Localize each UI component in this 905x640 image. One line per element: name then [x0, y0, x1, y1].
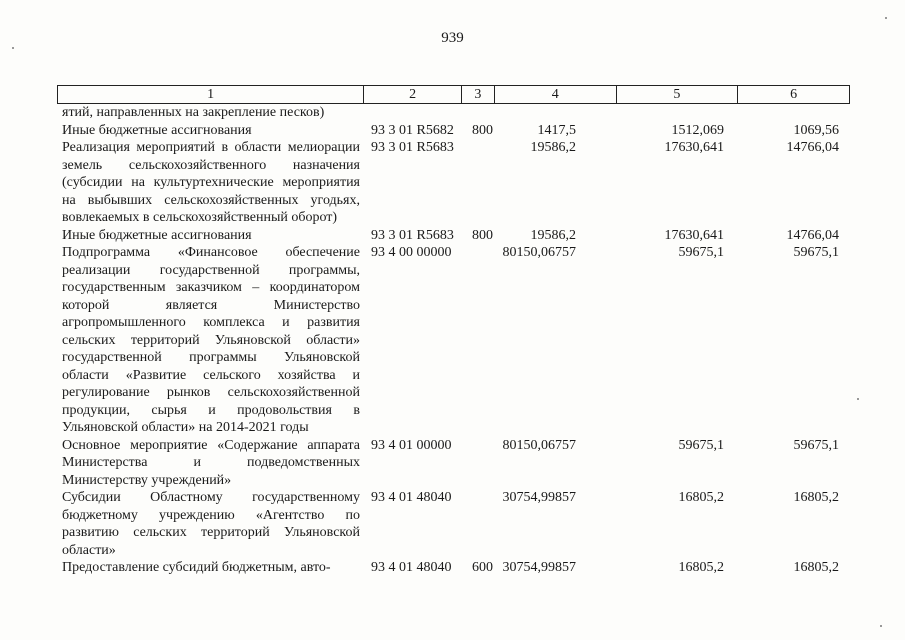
row-value-col6: 16805,2 — [793, 560, 839, 575]
row-expense-type: 800 — [472, 227, 493, 243]
row-value-col4: 1417,5 — [537, 122, 576, 138]
row-code: 93 3 01 R5683 — [371, 227, 454, 243]
row-code: 93 4 01 48040 — [371, 490, 452, 505]
row-name: Подпрограмма «Финансовое обеспечение реализации государственной программы, государственным заказчиком – координатором которой является Министерство агропромышленного комплекса и развития сельских территорий Ульяновской области» государственной программы Ульяновской области «Развитие сельского хозяйства и регулирование рынков сельскохозяйственной продукции, сырья и продовольствия в Ульяновской области» на 2014-2021 годы — [62, 245, 360, 435]
table-body — [62, 104, 852, 577]
row-value-col4: 80150,06757 — [502, 245, 576, 260]
row-code: 93 4 01 00000 — [371, 437, 452, 453]
row-name: Реализация мероприятий в области мелиорации земель сельскохозяйственного назначения (субсидии на культуртехнические мероприятия на выбывших сельскохозяйственных угодьях, вовлекаемых в сельскохозяйственный оборот) — [62, 140, 360, 225]
table-row — [62, 559, 852, 577]
table-row — [62, 227, 852, 245]
table-row — [62, 437, 852, 490]
row-value-col4: 19586,2 — [530, 140, 576, 155]
row-value-col5: 1512,069 — [671, 122, 724, 138]
row-value-col6: 16805,2 — [793, 490, 839, 505]
row-name: Иные бюджетные ассигнования — [62, 227, 252, 243]
row-name: Предоставление субсидий бюджетным, авто- — [62, 560, 331, 575]
header-col-2: 2 — [364, 86, 462, 103]
row-value-col5: 17630,641 — [664, 227, 724, 243]
table-row — [62, 104, 852, 122]
row-value-col5: 59675,1 — [678, 245, 724, 260]
row-value-col5: 16805,2 — [678, 490, 724, 505]
row-name: Субсидии Областному государственному бюджетному учреждению «Агентство по развитию сельских территорий Ульяновской области» — [62, 490, 360, 558]
row-code: 93 3 01 R5682 — [371, 122, 454, 138]
row-value-col6: 59675,1 — [793, 437, 839, 453]
row-value-col6: 59675,1 — [793, 245, 839, 260]
row-value-col6: 14766,04 — [786, 140, 839, 155]
header-col-3: 3 — [462, 86, 495, 103]
row-value-col5: 17630,641 — [664, 140, 724, 155]
table-header — [57, 85, 850, 104]
row-value-col6: 1069,56 — [793, 122, 839, 138]
header-col-4: 4 — [495, 86, 617, 103]
row-code: 93 3 01 R5683 — [371, 140, 454, 155]
scan-speck — [885, 17, 887, 19]
row-expense-type: 800 — [472, 122, 493, 138]
row-value-col4: 80150,06757 — [502, 437, 576, 453]
header-col-1: 1 — [58, 86, 364, 103]
page-number: 939 — [441, 30, 464, 46]
row-value-col5: 16805,2 — [678, 560, 724, 575]
table-row — [62, 244, 852, 437]
row-value-col4: 30754,99857 — [502, 560, 576, 575]
scan-speck — [12, 47, 14, 49]
row-name: Иные бюджетные ассигнования — [62, 122, 252, 138]
scan-speck — [857, 398, 859, 400]
row-code: 93 4 00 00000 — [371, 245, 452, 260]
row-expense-type: 600 — [472, 560, 493, 575]
row-value-col6: 14766,04 — [786, 227, 839, 243]
row-value-col4: 19586,2 — [530, 227, 576, 243]
row-code: 93 4 01 48040 — [371, 560, 452, 575]
row-name: ятий, направленных на закрепление песков) — [62, 105, 325, 120]
table-row — [62, 489, 852, 559]
scan-speck — [880, 625, 882, 627]
row-name: Основное мероприятие «Содержание аппарата Министерства и подведомственных Министерству учреждений» — [62, 437, 360, 488]
table-row — [62, 139, 852, 227]
row-value-col4: 30754,99857 — [502, 490, 576, 505]
header-col-5: 5 — [617, 86, 739, 103]
table-row — [62, 122, 852, 140]
row-value-col5: 59675,1 — [678, 437, 724, 453]
header-col-6: 6 — [790, 87, 798, 102]
